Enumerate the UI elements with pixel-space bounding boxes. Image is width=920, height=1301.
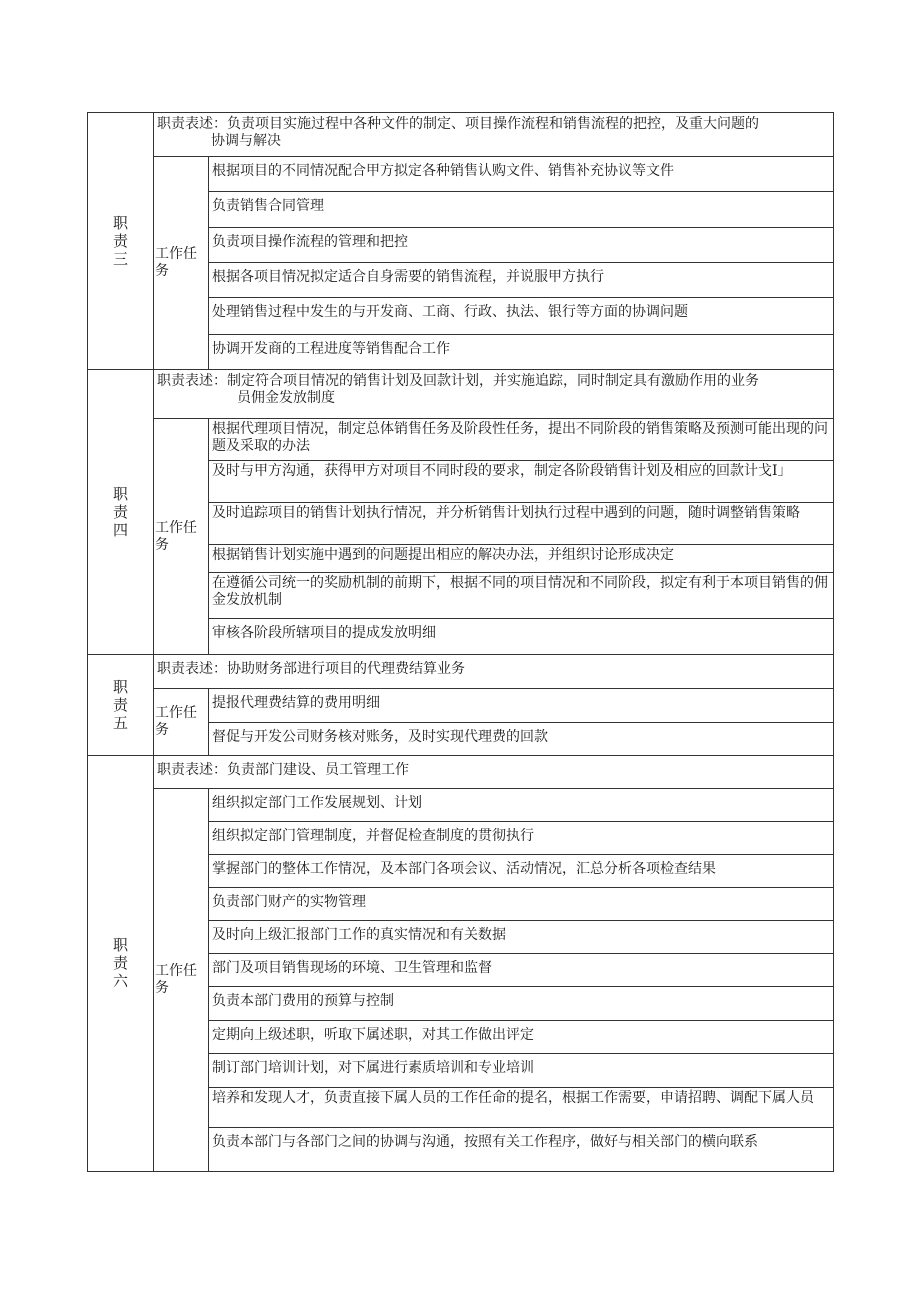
section-5-work-label: 工作任务 [154, 689, 209, 756]
task-cell: 审核各阶段所辖项目的提成发放明细 [209, 619, 834, 655]
task-cell: 制订部门培训计划，对下属进行素质培训和专业培训 [209, 1054, 834, 1088]
task-cell: 负责销售合同管理 [209, 192, 834, 228]
task-cell: 根据销售计划实施中遇到的问题提出相应的解决办法，并组织讨论形成决定 [209, 545, 834, 573]
task-cell: 根据代理项目情况，制定总体销售任务及阶段性任务，提出不同阶段的销售策略及预测可能出现的问题及采取的办法 [209, 419, 834, 461]
section-4-desc-row [88, 370, 834, 419]
task-cell: 部门及项目销售现场的环境、卫生管理和监督 [209, 954, 834, 987]
duty-table [87, 112, 834, 1172]
task-cell: 提报代理费结算的费用明细 [209, 689, 834, 723]
section-6-work-label: 工作任务 [154, 789, 209, 1172]
task-cell: 负责本部门费用的预算与控制 [209, 987, 834, 1021]
task-cell: 组织拟定部门工作发展规划、计划 [209, 789, 834, 822]
section-3-label: 职责三 [88, 113, 154, 370]
section-4-desc: 职责表述：制定符合项目情况的销售计划及回款计划，并实施追踪，同时制定具有激励作用的业务 员佣金发放制度 [154, 370, 834, 419]
task-cell: 督促与开发公司财务核对账务，及时实现代理费的回款 [209, 723, 834, 756]
task-cell: 及时向上级汇报部门工作的真实情况和有关数据 [209, 921, 834, 954]
table-row [88, 789, 834, 822]
task-cell: 处理销售过程中发生的与开发商、工商、行政、执法、银行等方面的协调问题 [209, 298, 834, 335]
task-cell: 根据项目的不同情况配合甲方拟定各种销售认购文件、销售补充协议等文件 [209, 157, 834, 192]
task-cell: 根据各项目情况拟定适合自身需要的销售流程，并说服甲方执行 [209, 263, 834, 298]
section-3-desc-row [88, 113, 834, 157]
task-cell: 组织拟定部门管理制度，并督促检查制度的贯彻执行 [209, 822, 834, 855]
section-5-desc-row [88, 655, 834, 689]
section-6-desc-row [88, 756, 834, 789]
task-cell: 培养和发现人才，负责直接下属人员的工作任命的提名，根据工作需要，申请招聘、调配下属人员 [209, 1088, 834, 1128]
table-row [88, 419, 834, 461]
section-4-work-label: 工作任务 [154, 419, 209, 655]
task-cell: 负责项目操作流程的管理和把控 [209, 228, 834, 263]
task-cell: 及时追踪项目的销售计划执行情况，并分析销售计划执行过程中遇到的问题，随时调整销售策略 [209, 503, 834, 545]
task-cell: 定期向上级述职，听取下属述职，对其工作做出评定 [209, 1021, 834, 1054]
section-5-desc: 职责表述：协助财务部进行项目的代理费结算业务 [154, 655, 834, 689]
task-cell: 协调开发商的工程进度等销售配合工作 [209, 335, 834, 370]
table-row [88, 689, 834, 723]
section-4-label: 职责四 [88, 370, 154, 655]
table-row [88, 157, 834, 192]
section-6-desc: 职责表述：负责部门建设、员工管理工作 [154, 756, 834, 789]
section-6-label: 职责六 [88, 756, 154, 1172]
task-cell: 负责部门财产的实物管理 [209, 888, 834, 921]
task-cell: 负责本部门与各部门之间的协调与沟通，按照有关工作程序，做好与相关部门的横向联系 [209, 1128, 834, 1172]
section-3-work-label: 工作任务 [154, 157, 209, 370]
task-cell: 在遵循公司统一的奖励机制的前期下，根据不同的项目情况和不同阶段，拟定有利于本项目销售的佣金发放机制 [209, 573, 834, 619]
section-3-desc: 职责表述：负责项目实施过程中各种文件的制定、项目操作流程和销售流程的把控，及重大问题的 协调与解决 [154, 113, 834, 157]
task-cell: 掌握部门的整体工作情况，及本部门各项会议、活动情况，汇总分析各项检查结果 [209, 855, 834, 888]
section-5-label: 职责五 [88, 655, 154, 756]
task-cell: 及时与甲方沟通，获得甲方对项目不同时段的要求，制定各阶段销售计划及相应的回款计戈Ⅰ」 [209, 461, 834, 503]
